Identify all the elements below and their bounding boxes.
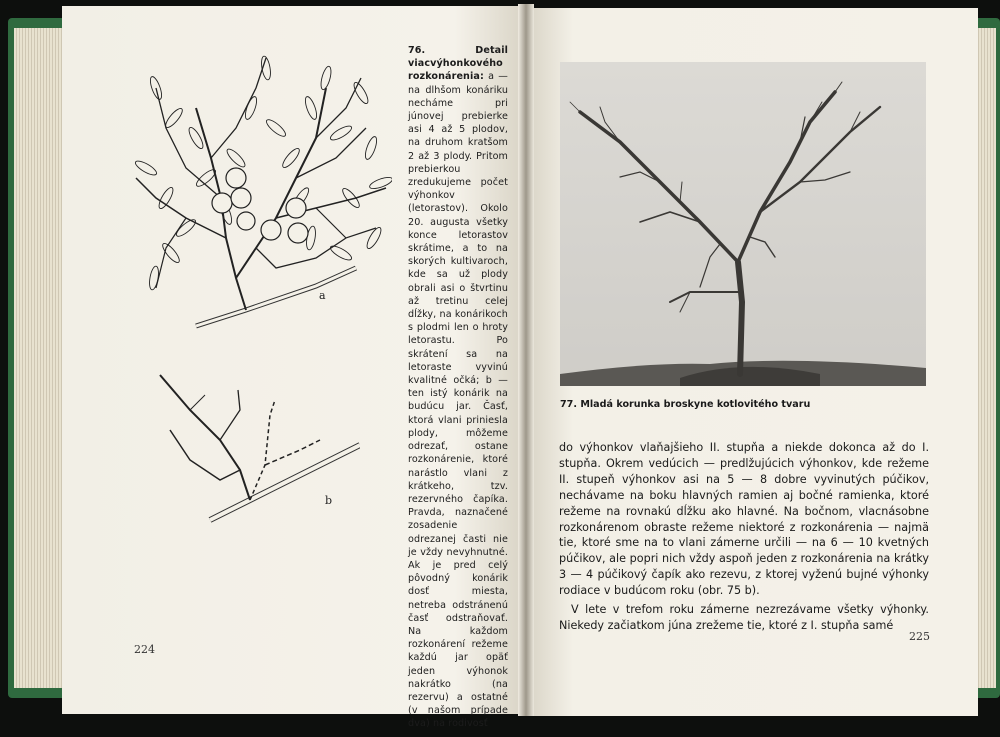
paragraph-1: do výhonkov vlaňajšieho II. stupňa a niekde dokonca až do I. stupňa. Okrem vedúcich — predlžujúcich výhonkov, kde režeme II. stupeň výhonkov asi na 5 — 8 dobre vyvinutých púčikov, nechávame na boku hlavných ramien aj bočné ramienka, ktoré režeme na rovnakú dĺžku ako hlavné. Na bočnom, vlacnásobne rozkonárenom obraste režeme niektoré z rozkonárenia — najmä tie, ktoré sme na to vlani zámerne určili — na 6 — 10 kvetných púčikov, ale popri nich vždy aspoň jeden z rozkonárenia na krátky 3 — 4 púčikový čapík ako rezevu, z ktorej vyženú bujné výhonky rodiace v budúcom roku (obr. 75 b). (559, 441, 929, 598)
right-page-body-text (559, 440, 929, 634)
figure-76-number: 76. (408, 45, 426, 56)
figure-76-title: Detail viacvýhonkového rozkonárenia: (408, 45, 508, 83)
figure-letter-b: b (325, 494, 333, 507)
right-page-edges (976, 28, 996, 688)
photo-young-peach-tree (560, 62, 926, 386)
page-number-right: 225 (909, 630, 930, 643)
left-page-edges (14, 28, 64, 688)
page-number-left: 224 (134, 643, 155, 656)
illustration-branch-with-fruit (126, 48, 392, 338)
figure-letter-a: a (319, 289, 326, 302)
book-gutter (518, 4, 534, 716)
figure-76-caption (408, 44, 508, 731)
figure-76-text: a — na dlhšom konáriku necháme pri júnovej prebierke asi 4 až 5 plodov, na druhom kratšom 2 až 3 plody. Pritom prebierkou zredukujeme počet výhonkov (letorastov). Okolo 20. augusta všetky konce letorastov skrátime, a to na skorých kultivaroch, kde sa už plody obrali asi o štvrtinu až tretinu celej dĺžky, na konárikoch s plodmi len o hroty letorastu. Po skrátení sa na letoraste vyvinú kvalitné očká; b — ten istý konárik na budúcu jar. Časť, ktorá vlani priniesla plody, môžeme odrezať, ostane rozkonárenie, ktoré narástlo vlani z krátkeho, tzv. rezervného čapíka. Pravda, naznačené zosadenie odrezanej časti nie je vždy nevyhnutné. Ak je pred celý pôvodný konárik dosť miesta, netreba odstránenú časť odstraňovať. Na každom rozkonárení režeme každú jar opäť jeden výhonok nakrátko (na rezervu) a ostatné (v našom prípade dva) na rodivosť (408, 71, 508, 730)
figure-77-caption: 77. Mladá korunka broskyne kotlovitého tvaru (560, 399, 811, 410)
paragraph-2: V lete v trefom roku zámerne nezrezávame všetky výhonky. Niekedy začiatkom júna zrežeme tie, ktoré z I. stupňa samé (559, 603, 929, 632)
